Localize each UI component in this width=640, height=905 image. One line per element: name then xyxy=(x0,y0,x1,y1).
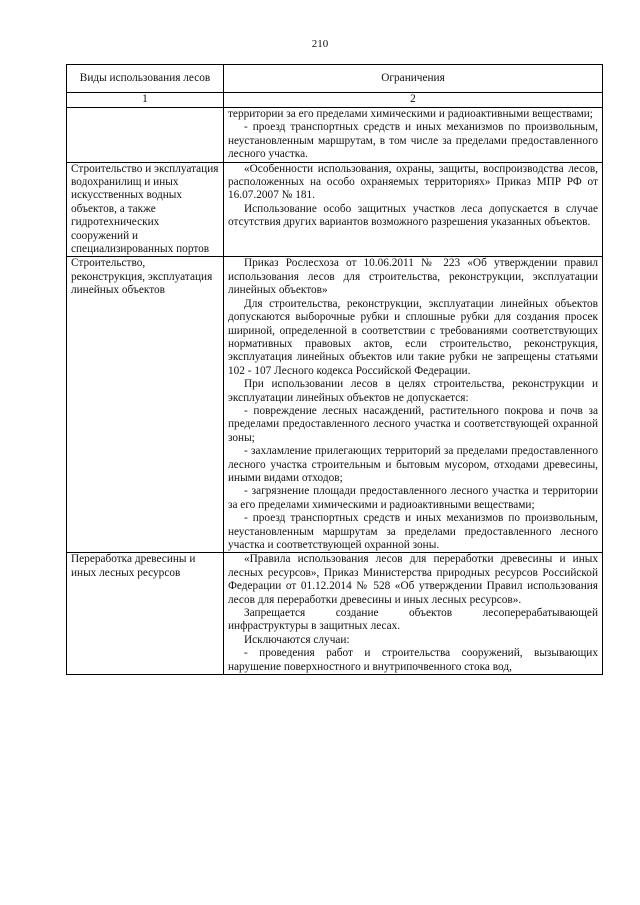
restriction-paragraph: - проезд транспортных средств и иных механизмов по произвольным, неустановленным маршрутам, в том числе за пределами предоставленного лесного участка. xyxy=(228,121,598,161)
restrictions-table xyxy=(66,64,603,675)
column-number-1: 1 xyxy=(67,93,224,108)
restriction-paragraph: - проведения работ и строительства сооружений, вызывающих нарушение поверхностного и внутрипочвенного стока вод, xyxy=(228,647,598,673)
restriction-paragraph: «Правила использования лесов для переработки древесины и иных лесных ресурсов», Приказ Министерства природных ресурсов Российской Федерации от 01.12.2014 № 528 «Об утверждении Правил использования лесов для переработки древесины и иных лесных ресурсов». xyxy=(228,553,598,606)
restriction-paragraph: Приказ Рослесхоза от 10.06.2011 № 223 «Об утверждении правил использования лесов для строительства, реконструкции, эксплуатации линейных объектов» xyxy=(228,257,598,297)
row-use-type: Переработка древесины и иных лесных ресурсов xyxy=(67,553,224,675)
restriction-paragraph: территории за его пределами химическими и радиоактивными веществами; xyxy=(228,108,593,120)
row-restrictions xyxy=(224,108,603,163)
restriction-paragraph: - загрязнение площади предоставленного лесного участка и территории за его пределами химическими и радиоактивными веществами; xyxy=(228,485,598,511)
row-use-type: Строительство, реконструкция, эксплуатация линейных объектов xyxy=(67,257,224,553)
table-header-row xyxy=(67,65,603,93)
table-row xyxy=(67,553,603,675)
restriction-paragraph: При использовании лесов в целях строительства, реконструкции и эксплуатации линейных объектов не допускается: xyxy=(228,378,598,404)
row-restrictions xyxy=(224,553,603,675)
restriction-paragraph: - повреждение лесных насаждений, растительного покрова и почв за пределами предоставленного лесного участка и соответствующей охранной зоны; xyxy=(228,404,598,444)
header-forest-use-types: Виды использования лесов xyxy=(67,65,224,93)
row-use-type: Строительство и эксплуатация водохранилищ и иных искусственных водных объектов, а также гидротехнических сооружений и специализированных портов xyxy=(67,162,224,257)
header-restrictions: Ограничения xyxy=(224,65,603,93)
row-use-type xyxy=(67,108,224,163)
restriction-paragraph: - захламление прилегающих территорий за пределами предоставленного лесного участка строительным и бытовым мусором, отходами древесины, иными видами отходов; xyxy=(228,445,598,484)
restriction-paragraph: Исключаются случаи: xyxy=(244,633,350,646)
row-restrictions xyxy=(224,162,603,257)
page-number: 210 xyxy=(311,38,329,50)
restriction-paragraph: Запрещается создание объектов лесоперерабатывающей инфраструктуры в защитных лесах. xyxy=(228,607,598,633)
restriction-paragraph: - проезд транспортных средств и иных механизмов по произвольным, неустановленным маршрутам за пределами предоставленного лесного участка и соответствующей охранной зоны. xyxy=(228,512,598,551)
table-column-numbers-row xyxy=(67,93,603,108)
column-number-2: 2 xyxy=(224,93,603,108)
table-row xyxy=(67,257,603,553)
restriction-paragraph: «Особенности использования, охраны, защиты, воспроизводства лесов, расположенных на особо охраняемых территориях» Приказ МПР РФ от 16.07.2007 № 181. xyxy=(228,162,598,202)
table-row xyxy=(67,162,603,257)
restriction-paragraph: Использование особо защитных участков леса допускается в случае отсутствия других вариантов возможного разрешения указанных объектов. xyxy=(228,202,598,229)
table-row xyxy=(67,108,603,163)
restriction-paragraph: Для строительства, реконструкции, эксплуатации линейных объектов допускаются выборочные рубки и сплошные рубки для создания просек шириной, определенной в соответствии с требованиями соответствующих нормативных правовых актов, если строительство, реконструкция, эксплуатация линейных объектов или такие рубки не запрещены статьями 102 - 107 Лесного кодекса Российской Федерации. xyxy=(228,297,598,377)
row-restrictions xyxy=(224,257,603,553)
